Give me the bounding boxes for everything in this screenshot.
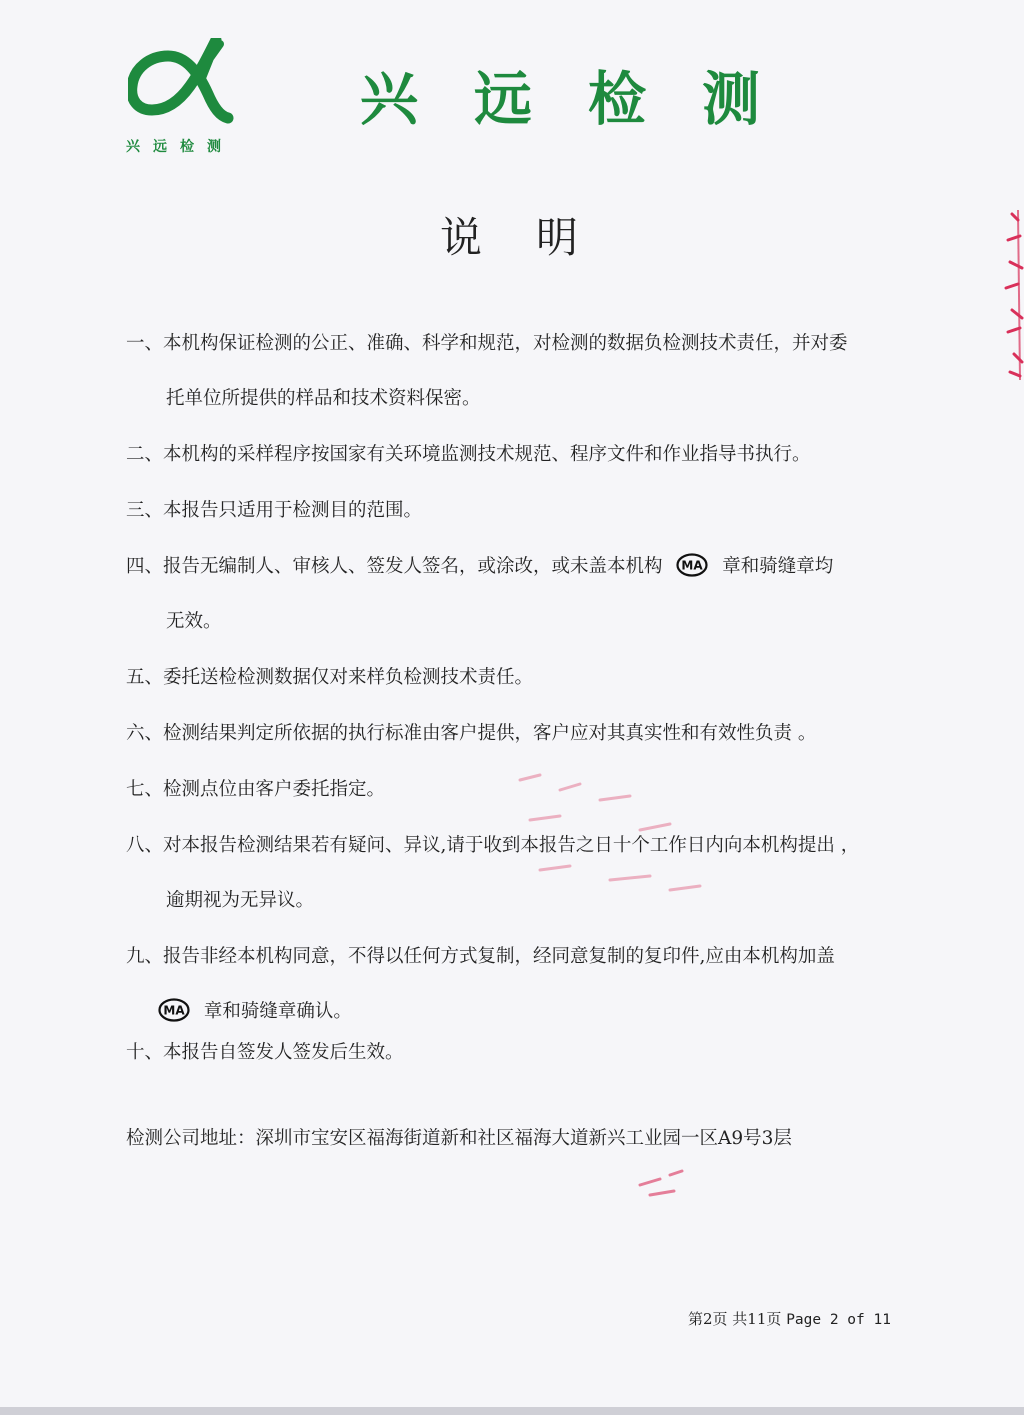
page-title: 说明 xyxy=(440,213,633,262)
clause-7: 七、检测点位由客户委托指定。 xyxy=(126,779,386,800)
company-logo-icon xyxy=(128,38,234,124)
cma-seal-icon xyxy=(676,553,708,577)
page-number-zh: 第2页 共11页 xyxy=(688,1310,782,1328)
scan-bottom-edge xyxy=(0,1407,1024,1415)
company-name: 兴远检测 xyxy=(360,65,817,133)
logo-caption: 兴远检测 xyxy=(126,139,234,155)
clause-3: 三、本报告只适用于检测目的范围。 xyxy=(126,500,423,521)
lab-address: 检测公司地址：深圳市宝安区福海街道新和社区福海大道新兴工业园一区A9号3层 xyxy=(126,1128,792,1149)
clause-10: 十、本报告自签发人签发后生效。 xyxy=(126,1042,404,1063)
page-number xyxy=(688,1308,891,1329)
clause-4-continuation: 无效。 xyxy=(166,611,222,632)
clause-1 xyxy=(126,316,916,372)
clause-9-text-after: 章和骑缝章确认。 xyxy=(203,1001,352,1022)
clause-1-continuation: 托单位所提供的样品和技术资料保密。 xyxy=(166,388,481,409)
page-number-en: Page 2 of 11 xyxy=(786,1312,891,1328)
clause-line: 一、本机构保证检测的公正、准确、科学和规范，对检测的数据负检测技术责任，并对委 xyxy=(126,333,848,354)
clause-4-text-before: 四、报告无编制人、审核人、签发人签名，或涂改，或未盖本机构 xyxy=(126,556,663,577)
clause-8: 八、对本报告检测结果若有疑问、异议,请于收到本报告之日十个工作日内向本机构提出 ， xyxy=(126,835,860,856)
faint-stamp-icon xyxy=(630,1165,690,1205)
svg-text:MA: MA xyxy=(163,1003,185,1018)
clause-4-text-after: 章和骑缝章均 xyxy=(722,556,834,577)
svg-text:MA: MA xyxy=(681,558,704,573)
clause-2: 二、本机构的采样程序按国家有关环境监测技术规范、程序文件和作业指导书执行。 xyxy=(126,444,811,465)
seam-stamp-icon xyxy=(998,210,1024,380)
clause-4 xyxy=(126,539,916,595)
clause-9: 九、报告非经本机构同意，不得以任何方式复制，经同意复制的复印件,应由本机构加盖 xyxy=(126,946,835,967)
cma-seal-icon xyxy=(158,998,190,1022)
clause-5: 五、委托送检检测数据仅对来样负检测技术责任。 xyxy=(126,667,534,688)
clause-6: 六、检测结果判定所依据的执行标准由客户提供，客户应对其真实性和有效性负责 。 xyxy=(126,723,817,744)
clause-8-continuation: 逾期视为无异议。 xyxy=(166,890,315,911)
faint-stamp-icon xyxy=(500,720,720,920)
